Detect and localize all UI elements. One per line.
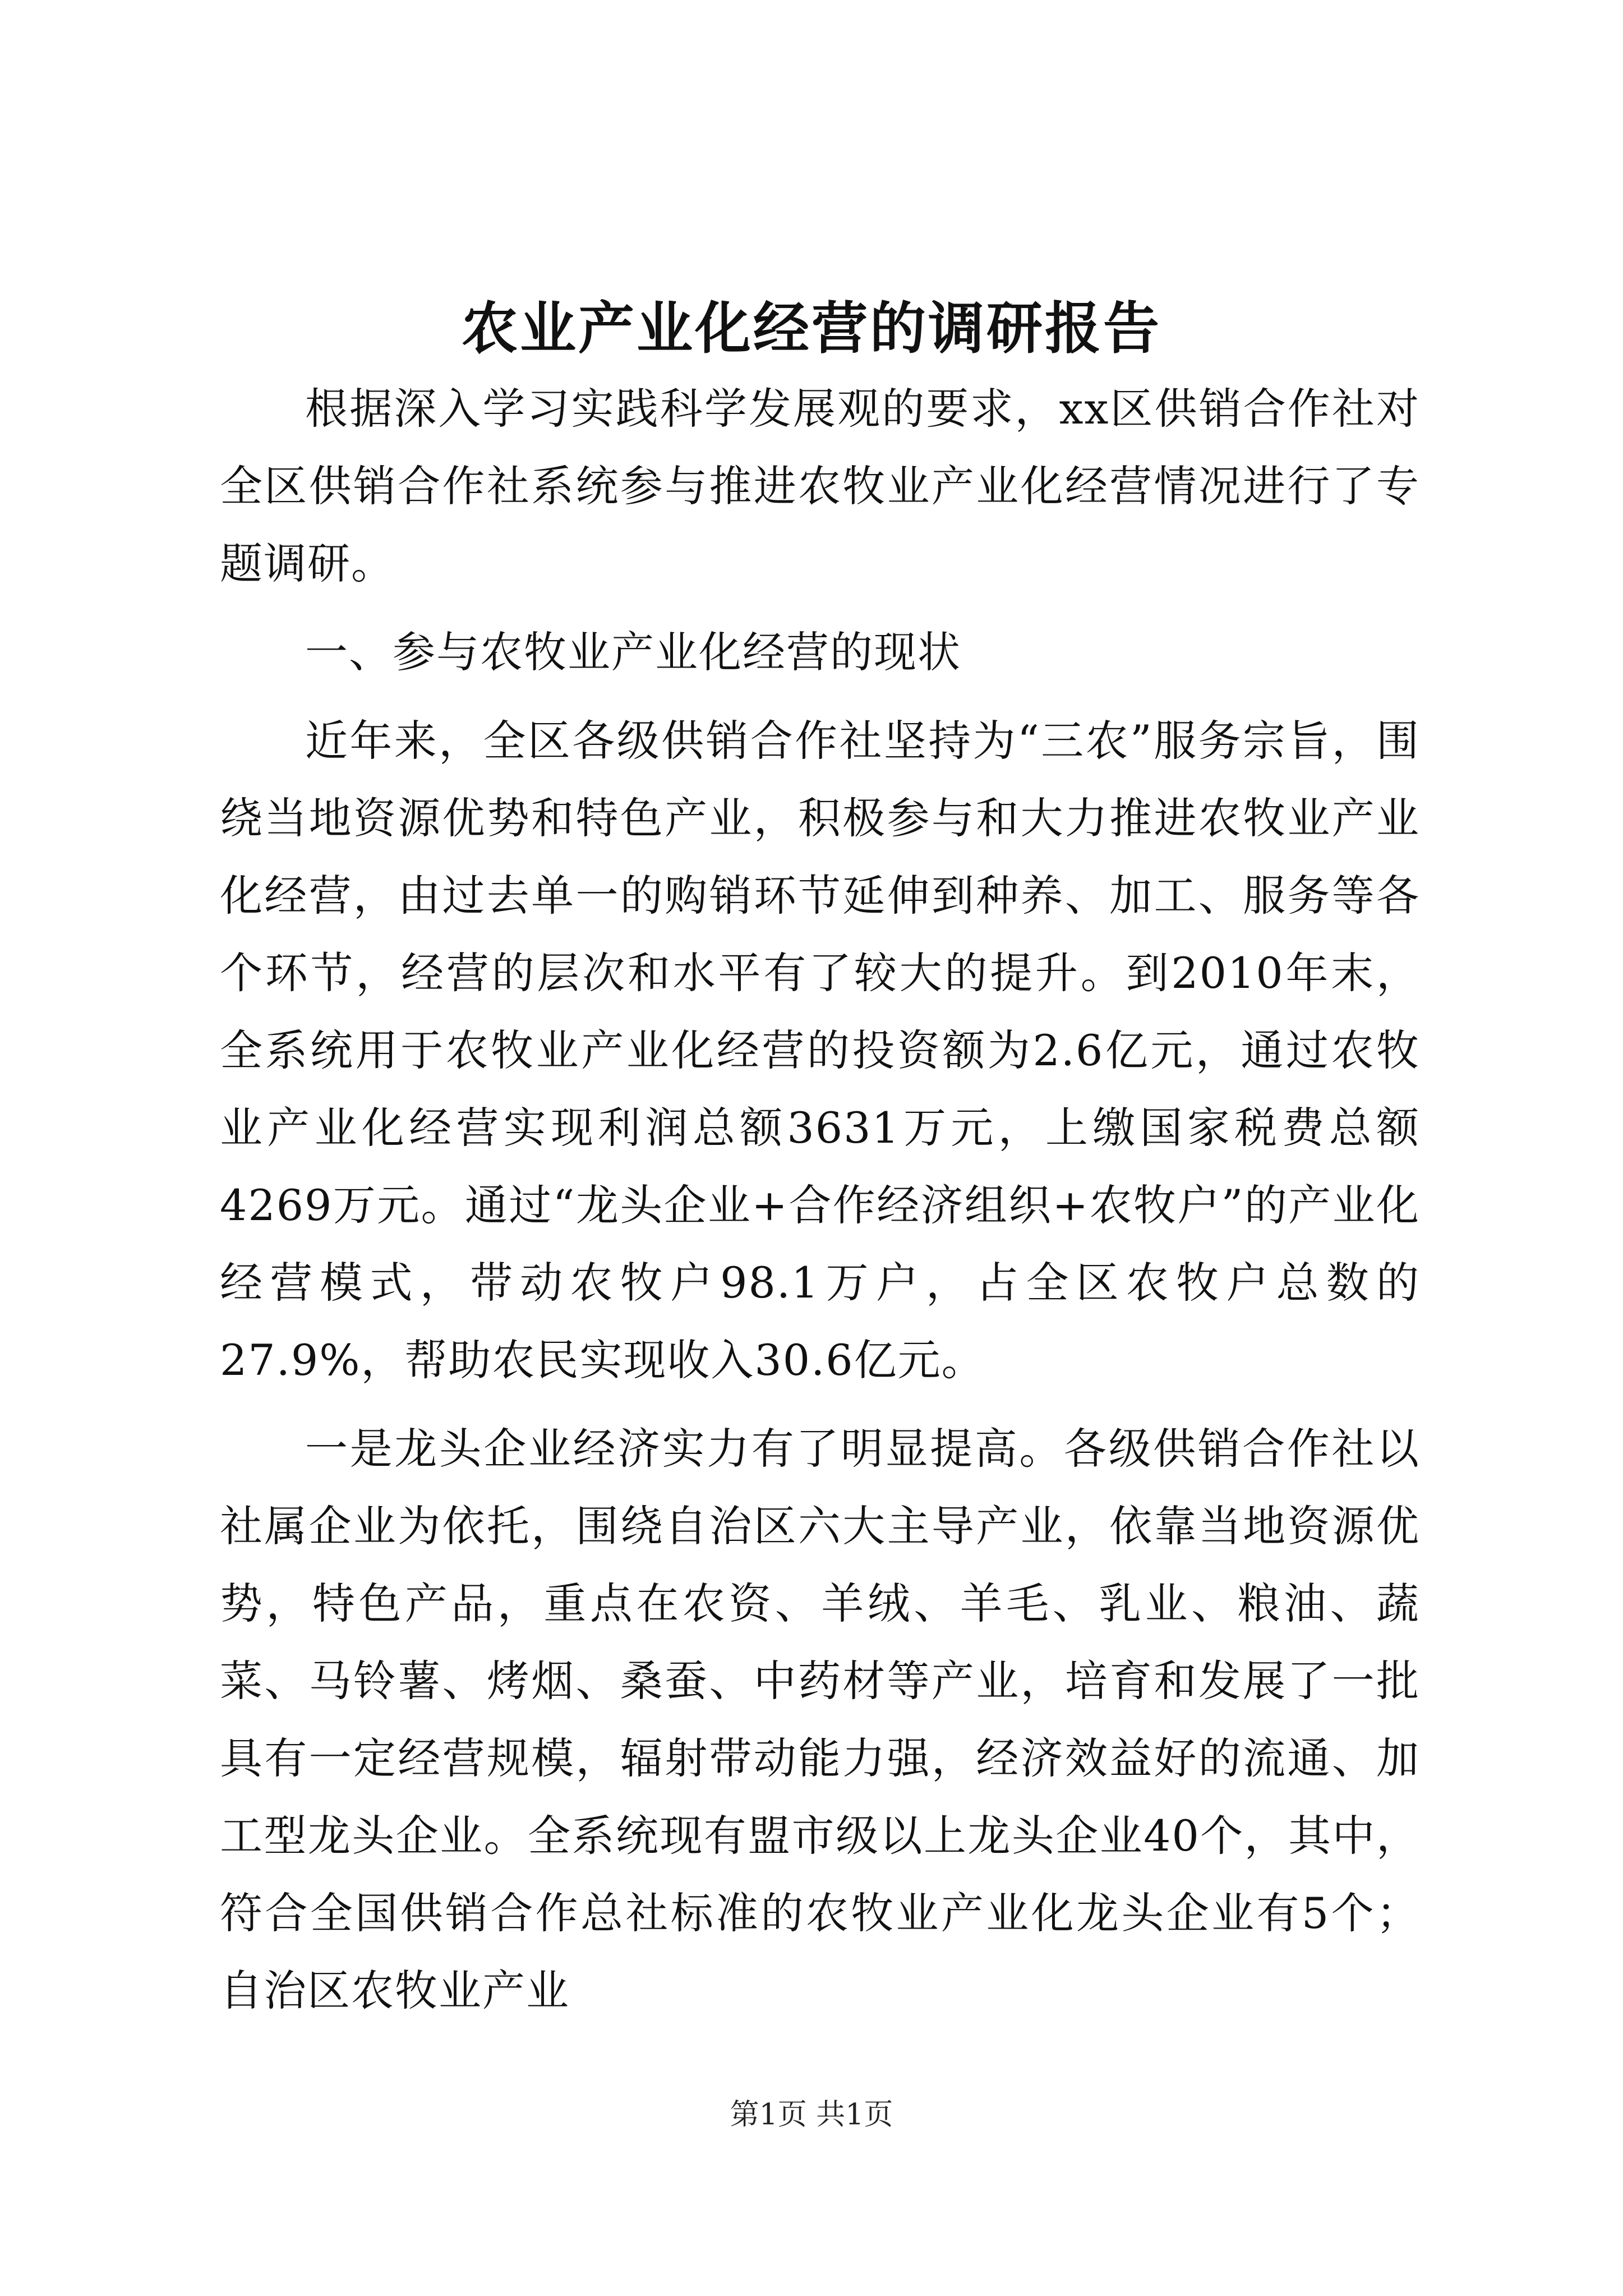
- paragraph-leading-enterprises: 一是龙头企业经济实力有了明显提高。各级供销合作社以社属企业为依托，围绕自治区六大主导产业，依靠当地资源优势，特色产品，重点在农资、羊绒、羊毛、乳业、粮油、蔬菜、马铃薯、烤烟、桑蚕、中药材等产业，培育和发展了一批具有一定经营规模，辐射带动能力强，经济效益好的流通、加工型龙头企业。全系统现有盟市级以上龙头企业40个，其中，符合全国供销合作总社标准的农牧业产业化龙头企业有5个；自治区农牧业产业: [220, 1424, 1420, 2016]
- document-title: 农业产业化经营的调研报告: [462, 295, 1161, 361]
- page-footer: 第1页 共1页: [730, 2098, 893, 2132]
- section-heading: 一、参与农牧业产业化经营的现状: [305, 627, 961, 677]
- paragraph-intro: 根据深入学习实践科学发展观的要求，xx区供销合作社对全区供销合作社系统参与推进农牧业产业化经营情况进行了专题调研。: [220, 384, 1420, 588]
- paragraph-status: 近年来，全区各级供销合作社坚持为“三农”服务宗旨，围绕当地资源优势和特色产业，积极参与和大力推进农牧业产业化经营，由过去单一的购销环节延伸到种养、加工、服务等各个环节，经营的层次和水平有了较大的提升。到2010年末，全系统用于农牧业产业化经营的投资额为2.6亿元，通过农牧业产业化经营实现利润总额3631万元，上缴国家税费总额4269万元。通过“龙头企业+合作经济组织+农牧户”的产业化经营模式，带动农牧户98.1万户，占全区农牧户总数的27.9%，帮助农民实现收入30.6亿元。: [220, 716, 1420, 1385]
- document-body: [220, 370, 1420, 2030]
